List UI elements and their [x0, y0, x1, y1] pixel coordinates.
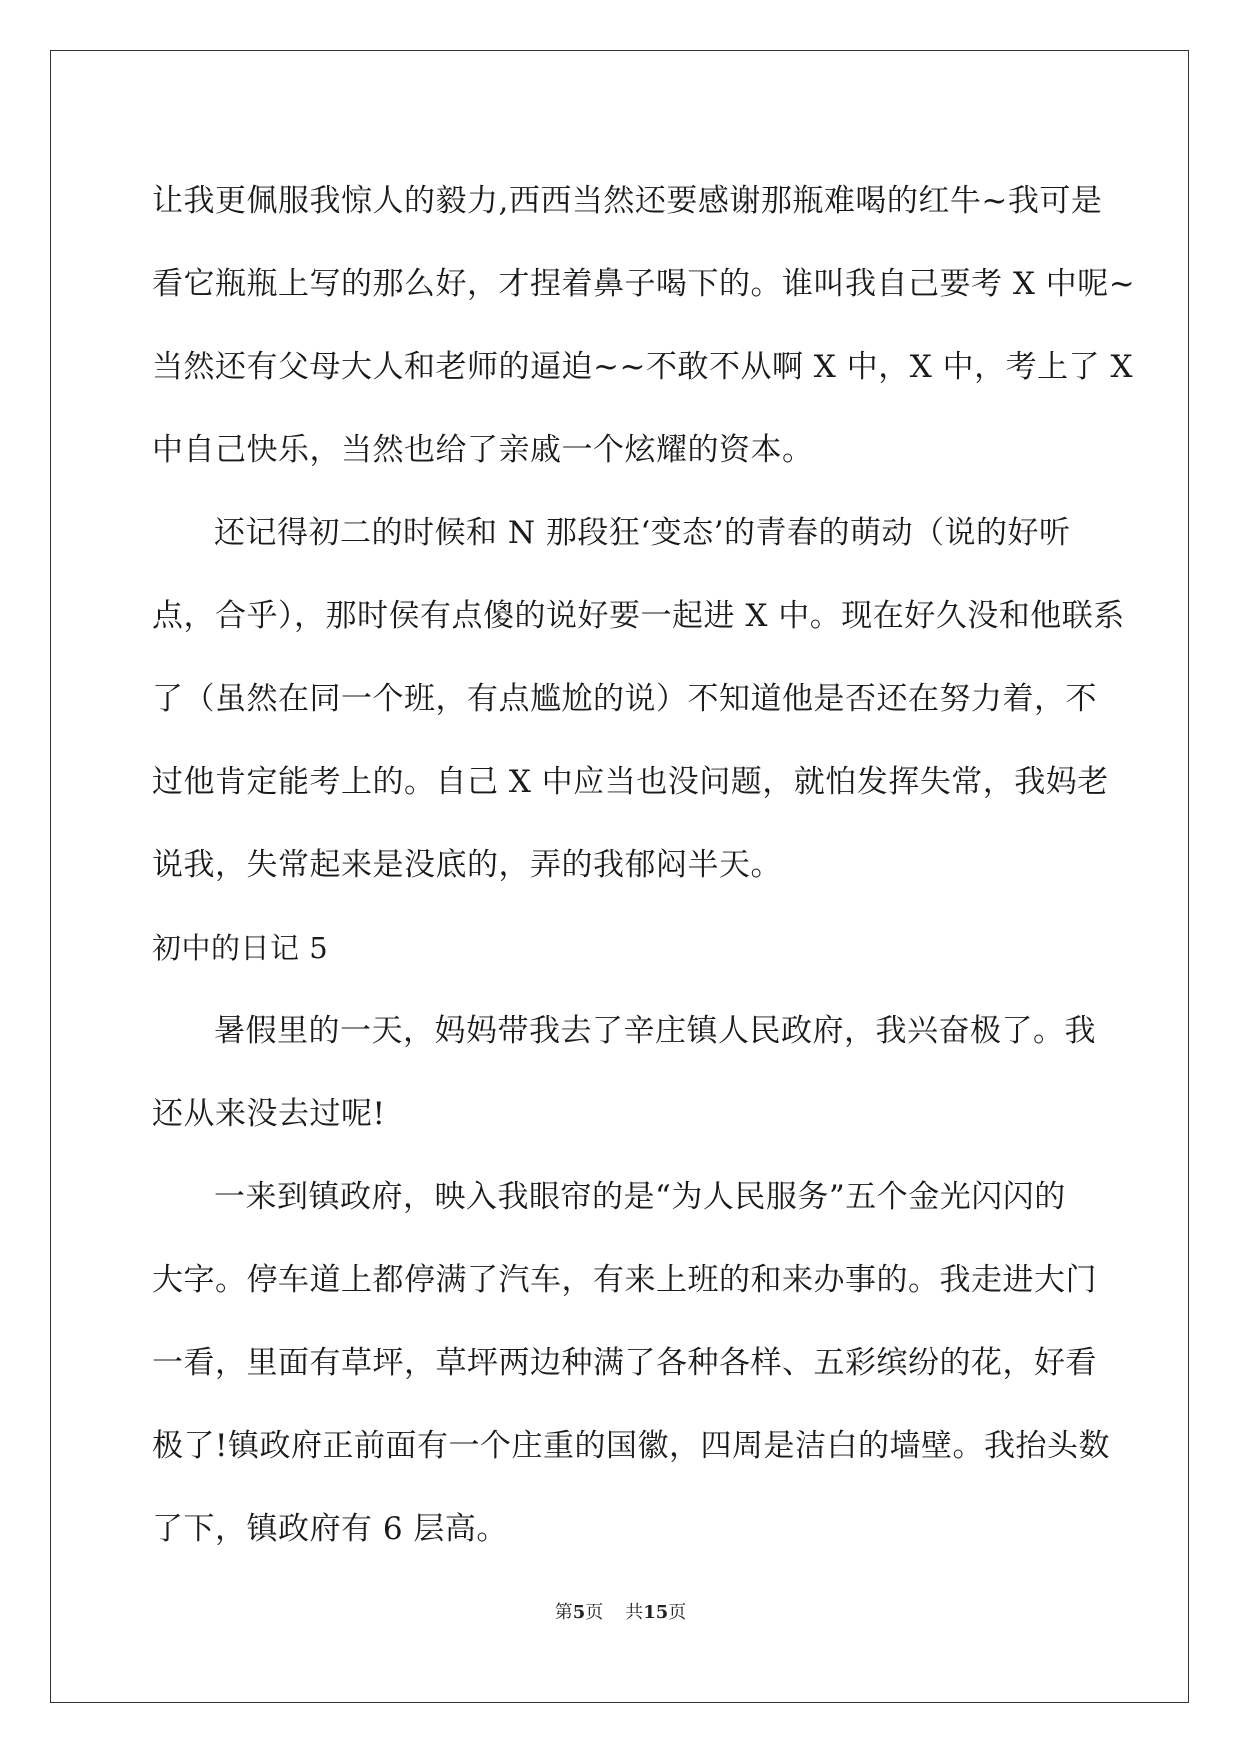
text-line: 让我更佩服我惊人的毅力,西西当然还要感谢那瓶难喝的红牛~我可是: [152, 183, 1103, 219]
page-footer: [0, 1598, 1241, 1624]
text-line: 点，合乎），那时侯有点傻的说好要一起进 X 中。现在好久没和他联系: [152, 598, 1125, 634]
total-pages: 15: [643, 1602, 669, 1623]
text-line: 过他肯定能考上的。自己 X 中应当也没问题，就怕发挥失常，我妈老: [152, 764, 1109, 800]
page-prefix: 第: [554, 1602, 573, 1623]
total-prefix: 共: [625, 1602, 644, 1623]
paragraph-first-line: 一来到镇政府，映入我眼帘的是“为人民服务”五个金光闪闪的: [214, 1179, 1066, 1215]
text-line: 了下，镇政府有 6 层高。: [152, 1511, 508, 1547]
section-heading: 初中的日记 5: [152, 931, 329, 965]
text-line: 大字。停车道上都停满了汽车，有来上班的和来办事的。我走进大门: [152, 1262, 1097, 1298]
page-suffix: 页: [585, 1602, 604, 1623]
text-line: 一看，里面有草坪，草坪两边种满了各种各样、五彩缤纷的花，好看: [152, 1345, 1097, 1381]
paragraph-first-line: 暑假里的一天，妈妈带我去了辛庄镇人民政府，我兴奋极了。我: [214, 1013, 1096, 1049]
text-line: 还从来没去过呢!: [152, 1096, 386, 1132]
text-line: 说我，失常起来是没底的，弄的我郁闷半天。: [152, 847, 782, 883]
text-line: 中自己快乐，当然也给了亲戚一个炫耀的资本。: [152, 432, 814, 468]
paragraph-first-line: 还记得初二的时候和 N 那段狂‘变态’的青春的萌动（说的好听: [214, 515, 1071, 551]
text-line: 看它瓶瓶上写的那么好，才捏着鼻子喝下的。谁叫我自己要考 X 中呢~: [152, 266, 1136, 302]
text-line: 极了!镇政府正前面有一个庄重的国徽，四周是洁白的墙壁。我抬头数: [152, 1428, 1110, 1464]
document-body: [152, 160, 1136, 1571]
total-suffix: 页: [668, 1602, 687, 1623]
page-number: 5: [572, 1602, 586, 1623]
text-line: 了（虽然在同一个班，有点尴尬的说）不知道他是否还在努力着，不: [152, 681, 1097, 717]
text-line: 当然还有父母大人和老师的逼迫~~不敢不从啊 X 中，X 中，考上了 X: [152, 349, 1134, 385]
